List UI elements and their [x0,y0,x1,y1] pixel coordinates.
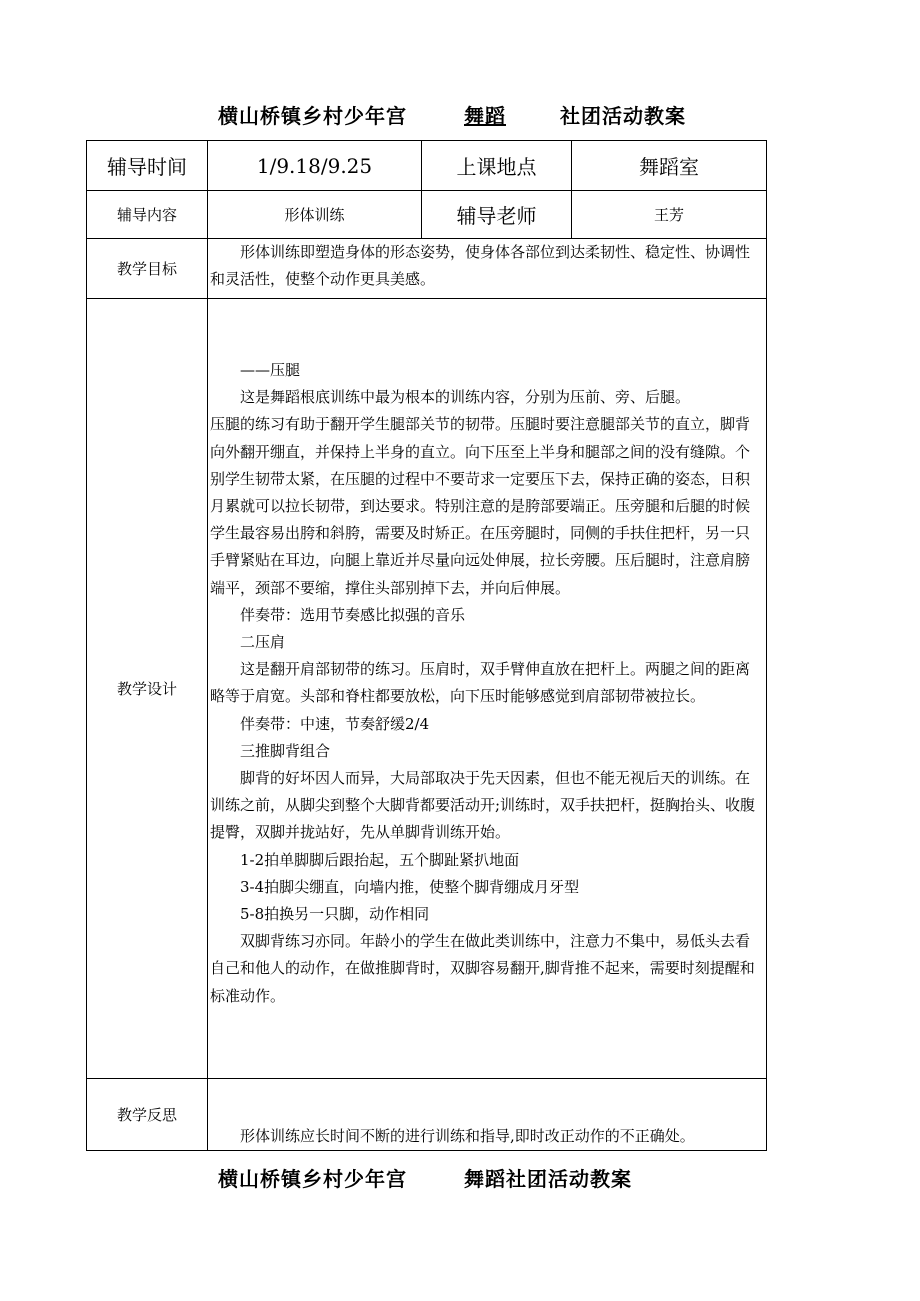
design-paragraph: 3-4拍脚尖绷直，向墙内推，使整个脚背绷成月牙型 [240,877,580,896]
design-content [208,299,767,1079]
table-row [87,1079,767,1151]
design-paragraph: 这是舞蹈根底训练中最为根本的训练内容，分别为压前、旁、后腿。 [240,388,691,407]
lesson-plan-table [86,140,767,1151]
design-paragraph: 伴奏带：选用节奏感比拟强的音乐 [240,605,466,624]
goal-text: 形体训练即塑造身体的形态姿势，使身体各部位到达柔韧性、稳定性、协调性和灵活性，使整个动作更具美感。 [208,239,767,299]
reflection-label: 教学反思 [87,1079,208,1151]
table-row [87,191,767,239]
teacher-value: 王芳 [572,191,767,239]
title-suffix: 社团活动教案 [560,104,686,128]
design-paragraph: 这是翻开肩部韧带的练习。压肩时，双手臂伸直放在把杆上。两腿之间的距离略等于肩宽。头部和脊柱都要放松，向下压时能够感觉到肩部韧带被拉长。 [210,660,751,706]
title-club: 舞蹈 [464,104,506,128]
design-paragraph: 双脚背练习亦同。年龄小的学生在做此类训练中，注意力不集中，易低头去看自己和他人的动作，在做推脚背时，双脚容易翻开,脚背推不起来，需要时刻提醒和标准动作。 [210,932,755,1005]
footer-org: 横山桥镇乡村少年宫 [218,1167,407,1191]
design-paragraph: ——压腿 [240,361,301,379]
place-label: 上课地点 [422,141,572,191]
time-value: 1/9.18/9.25 [208,141,422,191]
content-value: 形体训练 [208,191,422,239]
design-paragraph: 脚背的好坏因人而异，大局部取决于先天因素，但也不能无视后天的训练。在训练之前，从脚尖到整个大脚背都要活动开;训练时，双手扶把杆，挺胸抬头、收腹提臀，双脚并拢站好，先从单脚背训练开始。 [210,769,756,842]
table-row [87,299,767,1079]
footer-plan-title: 舞蹈社团活动教案 [464,1167,632,1191]
design-paragraph: 伴奏带：中速，节奏舒缓2/4 [240,714,430,733]
time-label: 辅导时间 [87,141,208,191]
design-paragraph: 压腿的练习有助于翻开学生腿部关节的韧带。压腿时要注意腿部关节的直立，脚背向外翻开绷直，并保持上半身的直立。向下压至上半身和腿部之间的没有缝隙。个别学生韧带太紧，在压腿的过程中不要苛求一定要压下去，保持正确的姿态，日积月累就可以拉长韧带，到达要求。特别注意的是胯部要端正。压旁腿和后腿的时候学生最容易出胯和斜胯，需要及时矫正。在压旁腿时，同侧的手扶住把杆，另一只手臂紧贴在耳边，向腿上靠近并尽量向远处伸展，拉长旁腰。压后腿时，注意肩膀端平，颈部不要缩，撑住头部别掉下去，并向后伸展。 [210,415,751,597]
design-paragraph: 5-8拍换另一只脚，动作相同 [240,905,430,924]
teacher-label: 辅导老师 [422,191,572,239]
table-row [87,141,767,191]
design-paragraph: 三推脚背组合 [240,741,331,760]
design-label: 教学设计 [87,299,208,1079]
reflection-text: 形体训练应长时间不断的进行训练和指导,即时改正动作的不正确处。 [208,1079,767,1151]
goal-label: 教学目标 [87,239,208,299]
table-row [87,239,767,299]
content-label: 辅导内容 [87,191,208,239]
title-org: 横山桥镇乡村少年宫 [218,104,407,128]
design-paragraph: 二压肩 [240,633,286,652]
place-value: 舞蹈室 [572,141,767,191]
design-paragraph: 1-2拍单脚脚后跟抬起，五个脚趾紧扒地面 [240,850,520,869]
